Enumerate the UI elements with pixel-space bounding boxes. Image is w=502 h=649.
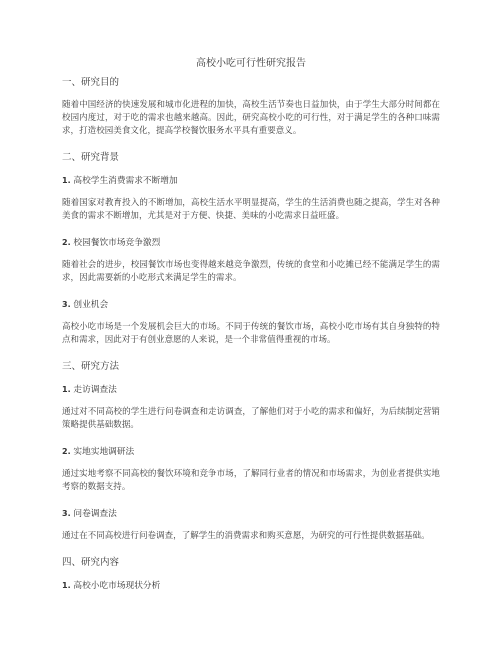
- subsection-heading: [62, 174, 440, 188]
- section-2: [62, 151, 440, 347]
- body-paragraph: 通过在不同高校进行问卷调查，了解学生的消费需求和购买意愿，为研究的可行性提供数据基础。: [62, 531, 430, 541]
- body-paragraph: 通过实地考察不同高校的餐饮环境和竞争市场，了解同行业者的情况和市场需求，为创业者提供实地考察的数据支持。: [62, 469, 440, 492]
- subsection-title: 走访调查法: [73, 385, 117, 395]
- section-3: [62, 360, 440, 543]
- section-heading: 四、研究内容: [62, 557, 120, 568]
- section-heading: 三、研究方法: [62, 361, 120, 372]
- subsection-title: 问卷调查法: [73, 509, 117, 519]
- sections-container: [62, 76, 440, 593]
- body-paragraph: 通过对不同高校的学生进行问卷调查和走访调查，了解他们对于小吃的需求和偏好，为后续制定营销策略提供基础数据。: [62, 407, 440, 430]
- subsection-title: 高校小吃市场现状分析: [73, 581, 161, 591]
- body-paragraph: 随着国家对教育投入的不断增加，高校生活水平明显提高，学生的生活消费也随之提高，学生对各种美食的需求不断增加，尤其是对于方便、快捷、美味的小吃需求日益旺盛。: [62, 198, 440, 221]
- subsection-number: 1.: [62, 176, 71, 185]
- subsection-title: 校园餐饮市场竞争激烈: [73, 238, 161, 248]
- subsection-heading: [62, 579, 440, 593]
- document-body: [62, 57, 440, 602]
- subsection-number: 1.: [62, 581, 71, 590]
- subsection-number: 3.: [62, 300, 71, 309]
- subsection-number: 2.: [62, 447, 71, 456]
- subsection-title: 高校学生消费需求不断增加: [73, 176, 178, 186]
- subsection-heading: [62, 507, 440, 521]
- subsection-title: 创业机会: [73, 300, 109, 310]
- subsection-heading: [62, 445, 440, 459]
- subsection-number: 3.: [62, 509, 71, 518]
- subsection-number: 2.: [62, 238, 71, 247]
- subsection-number: 1.: [62, 385, 71, 394]
- section-4: [62, 556, 440, 593]
- subsection-heading: [62, 383, 440, 397]
- section-heading: 二、研究背景: [62, 152, 120, 163]
- subsection-title: 实地实地调研法: [73, 447, 135, 457]
- section-heading: 一、研究目的: [62, 77, 120, 88]
- body-paragraph: 随着社会的进步，校园餐饮市场也变得越来越竞争激烈，传统的食堂和小吃摊已经不能满足学生的需求，因此需要新的小吃形式来满足学生的需求。: [62, 260, 440, 283]
- document-title: 高校小吃可行性研究报告: [196, 58, 306, 69]
- section-1: [62, 76, 440, 138]
- subsection-heading: [62, 298, 440, 312]
- body-paragraph: 随着中国经济的快速发展和城市化进程的加快，高校生活节奏也日益加快，由于学生大部分时间都在校园内度过，对于吃的需求也越来越高。因此，研究高校小吃的可行性，对于满足学生的各种口味需求，打造校园美食文化，提高学校餐饮服务水平具有重要意义。: [62, 100, 440, 136]
- body-paragraph: 高校小吃市场是一个发展机会巨大的市场。不同于传统的餐饮市场，高校小吃市场有其自身独特的特点和需求，因此对于有创业意愿的人来说，是一个非常值得重视的市场。: [62, 322, 440, 345]
- subsection-heading: [62, 236, 440, 250]
